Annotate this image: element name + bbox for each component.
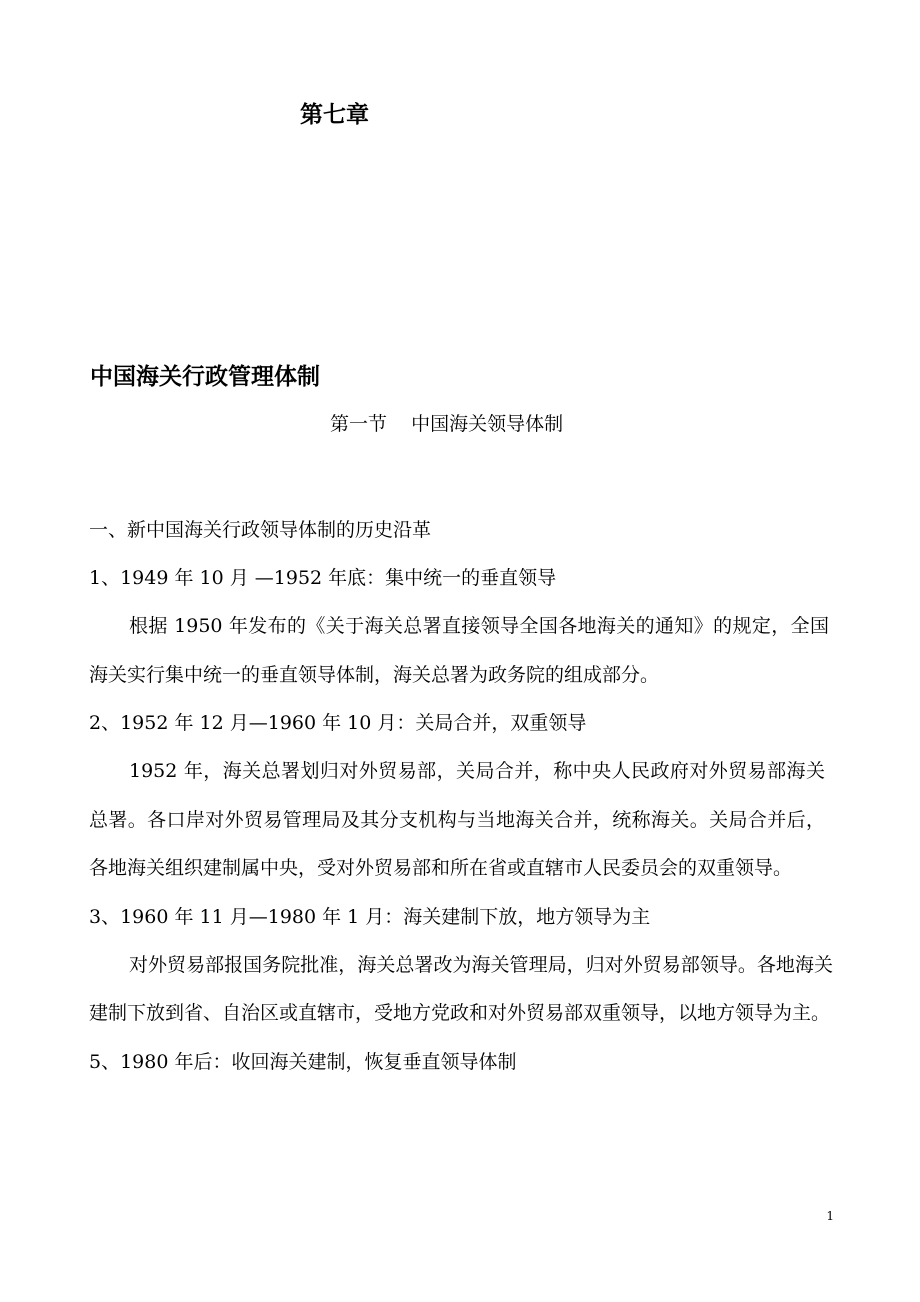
document-title: 中国海关行政管理体制	[90, 364, 320, 390]
item-paragraph: 1952 年，海关总署划归对外贸易部，关局合并，称中央人民政府对外贸易部海关总署。各口岸对外贸易管理局及其分支机构与当地海关合并，统称海关。关局合并后，各地海关组织建制属中央，受对外贸易部和所在省或直辖市人民委员会的双重领导。	[89, 760, 825, 879]
page-number: 1	[826, 1209, 834, 1223]
document-body	[89, 506, 833, 1086]
item-paragraph: 对外贸易部报国务院批准，海关总署改为海关管理局，归对外贸易部领导。各地海关建制下放到省、自治区或直辖市，受地方党政和对外贸易部双重领导，以地方领导为主。	[89, 953, 833, 1024]
item-heading: 5、1980 年后：收回海关建制，恢复垂直领导体制	[89, 1050, 517, 1073]
heading-history: 一、新中国海关行政领导体制的历史沿革	[89, 519, 432, 541]
item-heading: 3、1960 年 11 月—1980 年 1 月：海关建制下放，地方领导为主	[89, 905, 651, 928]
item-paragraph: 根据 1950 年发布的《关于海关总署直接领导全国各地海关的通知》的规定，全国海关实行集中统一的垂直领导体制，海关总署为政务院的组成部分。	[89, 615, 829, 686]
chapter-heading: 第七章	[300, 102, 369, 128]
item-heading: 1、1949 年 10 月 —1952 年底：集中统一的垂直领导	[89, 567, 557, 589]
section-title: 第一节 中国海关领导体制	[330, 413, 564, 435]
item-heading: 2、1952 年 12 月—1960 年 10 月：关局合并，双重领导	[89, 712, 587, 734]
